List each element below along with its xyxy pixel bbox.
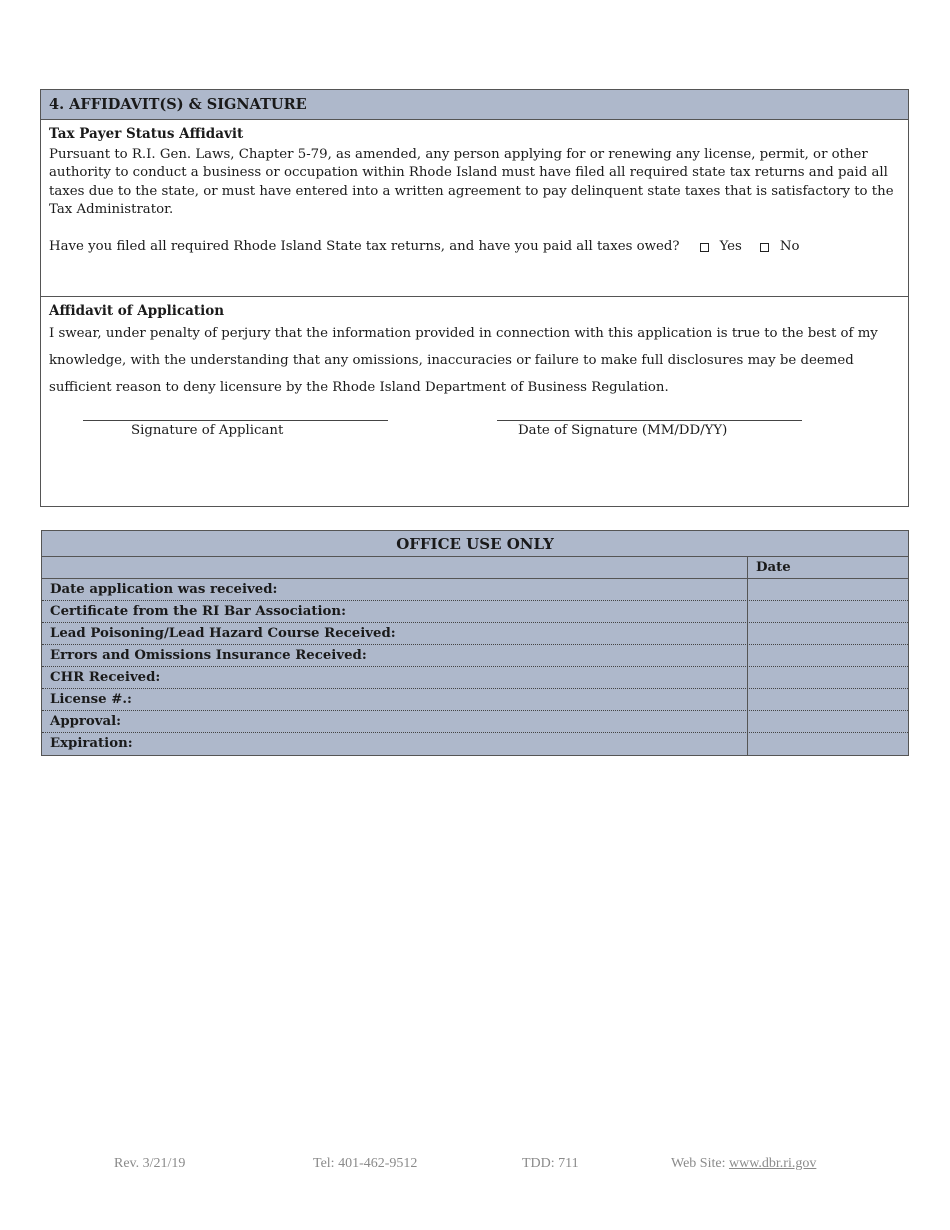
application-body: I swear, under penalty of perjury that the information provided in connection with this application is true to the best of my knowledge, with the understanding that any omissions, inaccuracies or failure to make full disclosures may be deemed sufficient reason to deny licensure by the Rhode Island Department of Business Regulation. — [49, 326, 878, 395]
office-header-row — [42, 557, 908, 579]
application-affidavit — [41, 297, 908, 491]
tdd-number: TDD: 711 — [522, 1156, 579, 1171]
office-row — [42, 711, 908, 733]
date-column-header: Date — [756, 560, 791, 575]
tax-payer-title: Tax Payer Status Affidavit — [49, 126, 244, 142]
page-footer — [0, 1156, 950, 1176]
tax-payer-affidavit — [41, 120, 908, 297]
website — [671, 1156, 816, 1172]
office-row-date[interactable] — [748, 689, 908, 710]
office-row-label: Date application was received: — [42, 579, 748, 600]
office-row — [42, 645, 908, 667]
office-row-label: CHR Received: — [42, 667, 748, 688]
signature-label: Signature of Applicant — [131, 423, 284, 438]
office-row-date[interactable] — [748, 667, 908, 688]
office-row — [42, 623, 908, 645]
date-signature-label: Date of Signature (MM/DD/YY) — [518, 423, 728, 438]
website-prefix: Web Site: — [671, 1156, 726, 1171]
office-row-date[interactable] — [748, 601, 908, 622]
office-row-label: License #.: — [42, 689, 748, 710]
telephone: Tel: 401-462-9512 — [313, 1156, 418, 1171]
yes-label: Yes — [719, 239, 742, 255]
office-row-date[interactable] — [748, 623, 908, 644]
office-row — [42, 689, 908, 711]
office-row — [42, 733, 908, 755]
section-header: 4. AFFIDAVIT(S) & SIGNATURE — [41, 90, 908, 120]
office-row-label: Errors and Omissions Insurance Received: — [42, 645, 748, 666]
yes-checkbox[interactable] — [700, 243, 709, 252]
office-row — [42, 601, 908, 623]
no-label: No — [779, 239, 800, 255]
office-row-label: Expiration: — [42, 733, 748, 755]
office-use-table — [41, 530, 909, 756]
no-checkbox[interactable] — [760, 243, 769, 252]
application-title: Affidavit of Application — [49, 303, 225, 319]
tax-question-row — [49, 238, 900, 256]
office-row-date[interactable] — [748, 733, 908, 755]
office-header-label — [42, 557, 748, 578]
website-link[interactable]: www.dbr.ri.gov — [728, 1156, 817, 1171]
office-row-label: Approval: — [42, 711, 748, 732]
office-row — [42, 667, 908, 689]
office-row-date[interactable] — [748, 579, 908, 600]
office-row-date[interactable] — [748, 711, 908, 732]
tax-payer-body: Pursuant to R.I. Gen. Laws, Chapter 5-79, as amended, any person applying for or renewing any license, permit, or other authority to conduct a business or occupation within Rhode Island must have filed all required state tax returns and paid all taxes due to the state, or must have entered into a written agreement to pay delinquent state taxes that is satisfactory to the Tax Administrator. — [49, 147, 894, 217]
revision-date: Rev. 3/21/19 — [114, 1156, 186, 1171]
office-use-title: OFFICE USE ONLY — [42, 531, 908, 557]
affidavit-section — [40, 89, 909, 507]
office-row-date[interactable] — [748, 645, 908, 666]
office-row — [42, 579, 908, 601]
signature-area — [49, 401, 900, 491]
tax-question: Have you filed all required Rhode Island State tax returns, and have you paid all taxes owed? — [49, 239, 680, 255]
office-row-label: Certificate from the RI Bar Association: — [42, 601, 748, 622]
office-row-label: Lead Poisoning/Lead Hazard Course Received: — [42, 623, 748, 644]
